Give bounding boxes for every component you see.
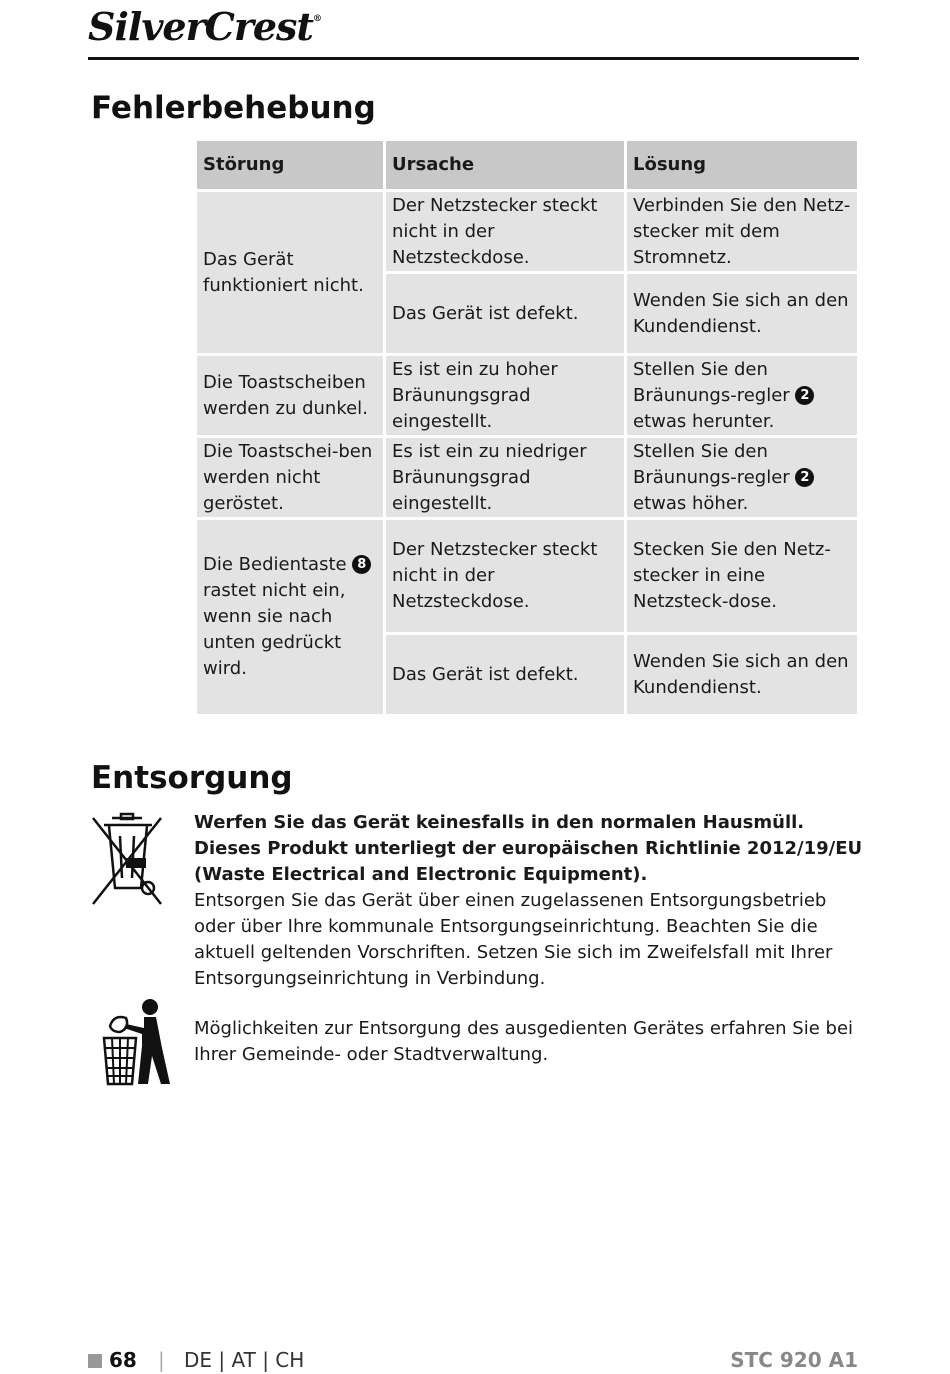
solution-cell: Verbinden Sie den Netz-stecker mit dem Stromnetz. (626, 191, 859, 273)
page-number: 68 (109, 1348, 137, 1372)
column-header: Ursache (385, 140, 626, 191)
fault-cell: Die Bedientaste 8 rastet nicht ein, wenn sie nach unten gedrückt wird. (196, 519, 385, 716)
fault-cell: Die Toastschei-ben werden nicht geröstet. (196, 437, 385, 519)
browning-control-ref-badge: 2 (795, 386, 814, 405)
footer-languages: DE | AT | CH (184, 1348, 305, 1372)
table-row (196, 355, 859, 437)
fault-cell: Die Toastscheiben werden zu dunkel. (196, 355, 385, 437)
fault-cell: Das Gerät funktioniert nicht. (196, 191, 385, 355)
header-rule (88, 57, 859, 60)
table-header-row (196, 140, 859, 191)
trash-person-icon (100, 998, 172, 1088)
section-heading-troubleshooting: Fehlerbehebung (91, 90, 376, 126)
section-heading-disposal: Entsorgung (91, 760, 293, 796)
operating-key-ref-badge: 8 (352, 555, 371, 574)
cause-cell: Es ist ein zu hoher Bräunungsgrad eingestellt. (385, 355, 626, 437)
column-header: Lösung (626, 140, 859, 191)
table-row (196, 519, 859, 634)
solution-cell: Stellen Sie den Bräunungs-regler 2 etwas herunter. (626, 355, 859, 437)
solution-cell: Stellen Sie den Bräunungs-regler 2 etwas höher. (626, 437, 859, 519)
model-number: STC 920 A1 (730, 1348, 858, 1372)
solution-cell: Wenden Sie sich an den Kundendienst. (626, 273, 859, 355)
cause-cell: Der Netzstecker steckt nicht in der Netzsteckdose. (385, 191, 626, 273)
cause-cell: Das Gerät ist defekt. (385, 634, 626, 716)
disposal-authority-text: Möglichkeiten zur Entsorgung des ausgedienten Gerätes erfahren Sie bei Ihrer Gemeinde- oder Stadtverwaltung. (194, 1018, 854, 1065)
cause-cell: Das Gerät ist defekt. (385, 273, 626, 355)
troubleshooting-table (194, 138, 860, 717)
solution-cell: Stecken Sie den Netz-stecker in eine Netzsteck-dose. (626, 519, 859, 634)
cause-cell: Es ist ein zu niedriger Bräunungsgrad eingestellt. (385, 437, 626, 519)
solution-cell: Wenden Sie sich an den Kundendienst. (626, 634, 859, 716)
table-row (196, 191, 859, 273)
browning-control-ref-badge: 2 (795, 468, 814, 487)
table-row (196, 437, 859, 519)
disposal-warning: Werfen Sie das Gerät keinesfalls in den normalen Hausmüll. Dieses Produkt unterliegt der europäischen Richtlinie 2012/19/EU (Waste Electrical and Electronic Equipment). (194, 812, 863, 885)
cause-cell: Der Netzstecker steckt nicht in der Netzsteckdose. (385, 519, 626, 634)
crossed-bin-icon (90, 812, 164, 908)
brand-logo: SilverCrest® (88, 4, 321, 49)
footer-marker (88, 1354, 102, 1368)
disposal-text: Entsorgen Sie das Gerät über einen zugelassenen Entsorgungsbetrieb oder über Ihre kommunale Entsorgungseinrichtung. Beachten Sie die aktuell geltenden Vorschriften. Setzen Sie sich im Zweifelsfall mit Ihrer Entsorgungseinrichtung in Verbindung. (194, 890, 833, 989)
column-header: Störung (196, 140, 385, 191)
footer-separator: | (158, 1348, 165, 1372)
